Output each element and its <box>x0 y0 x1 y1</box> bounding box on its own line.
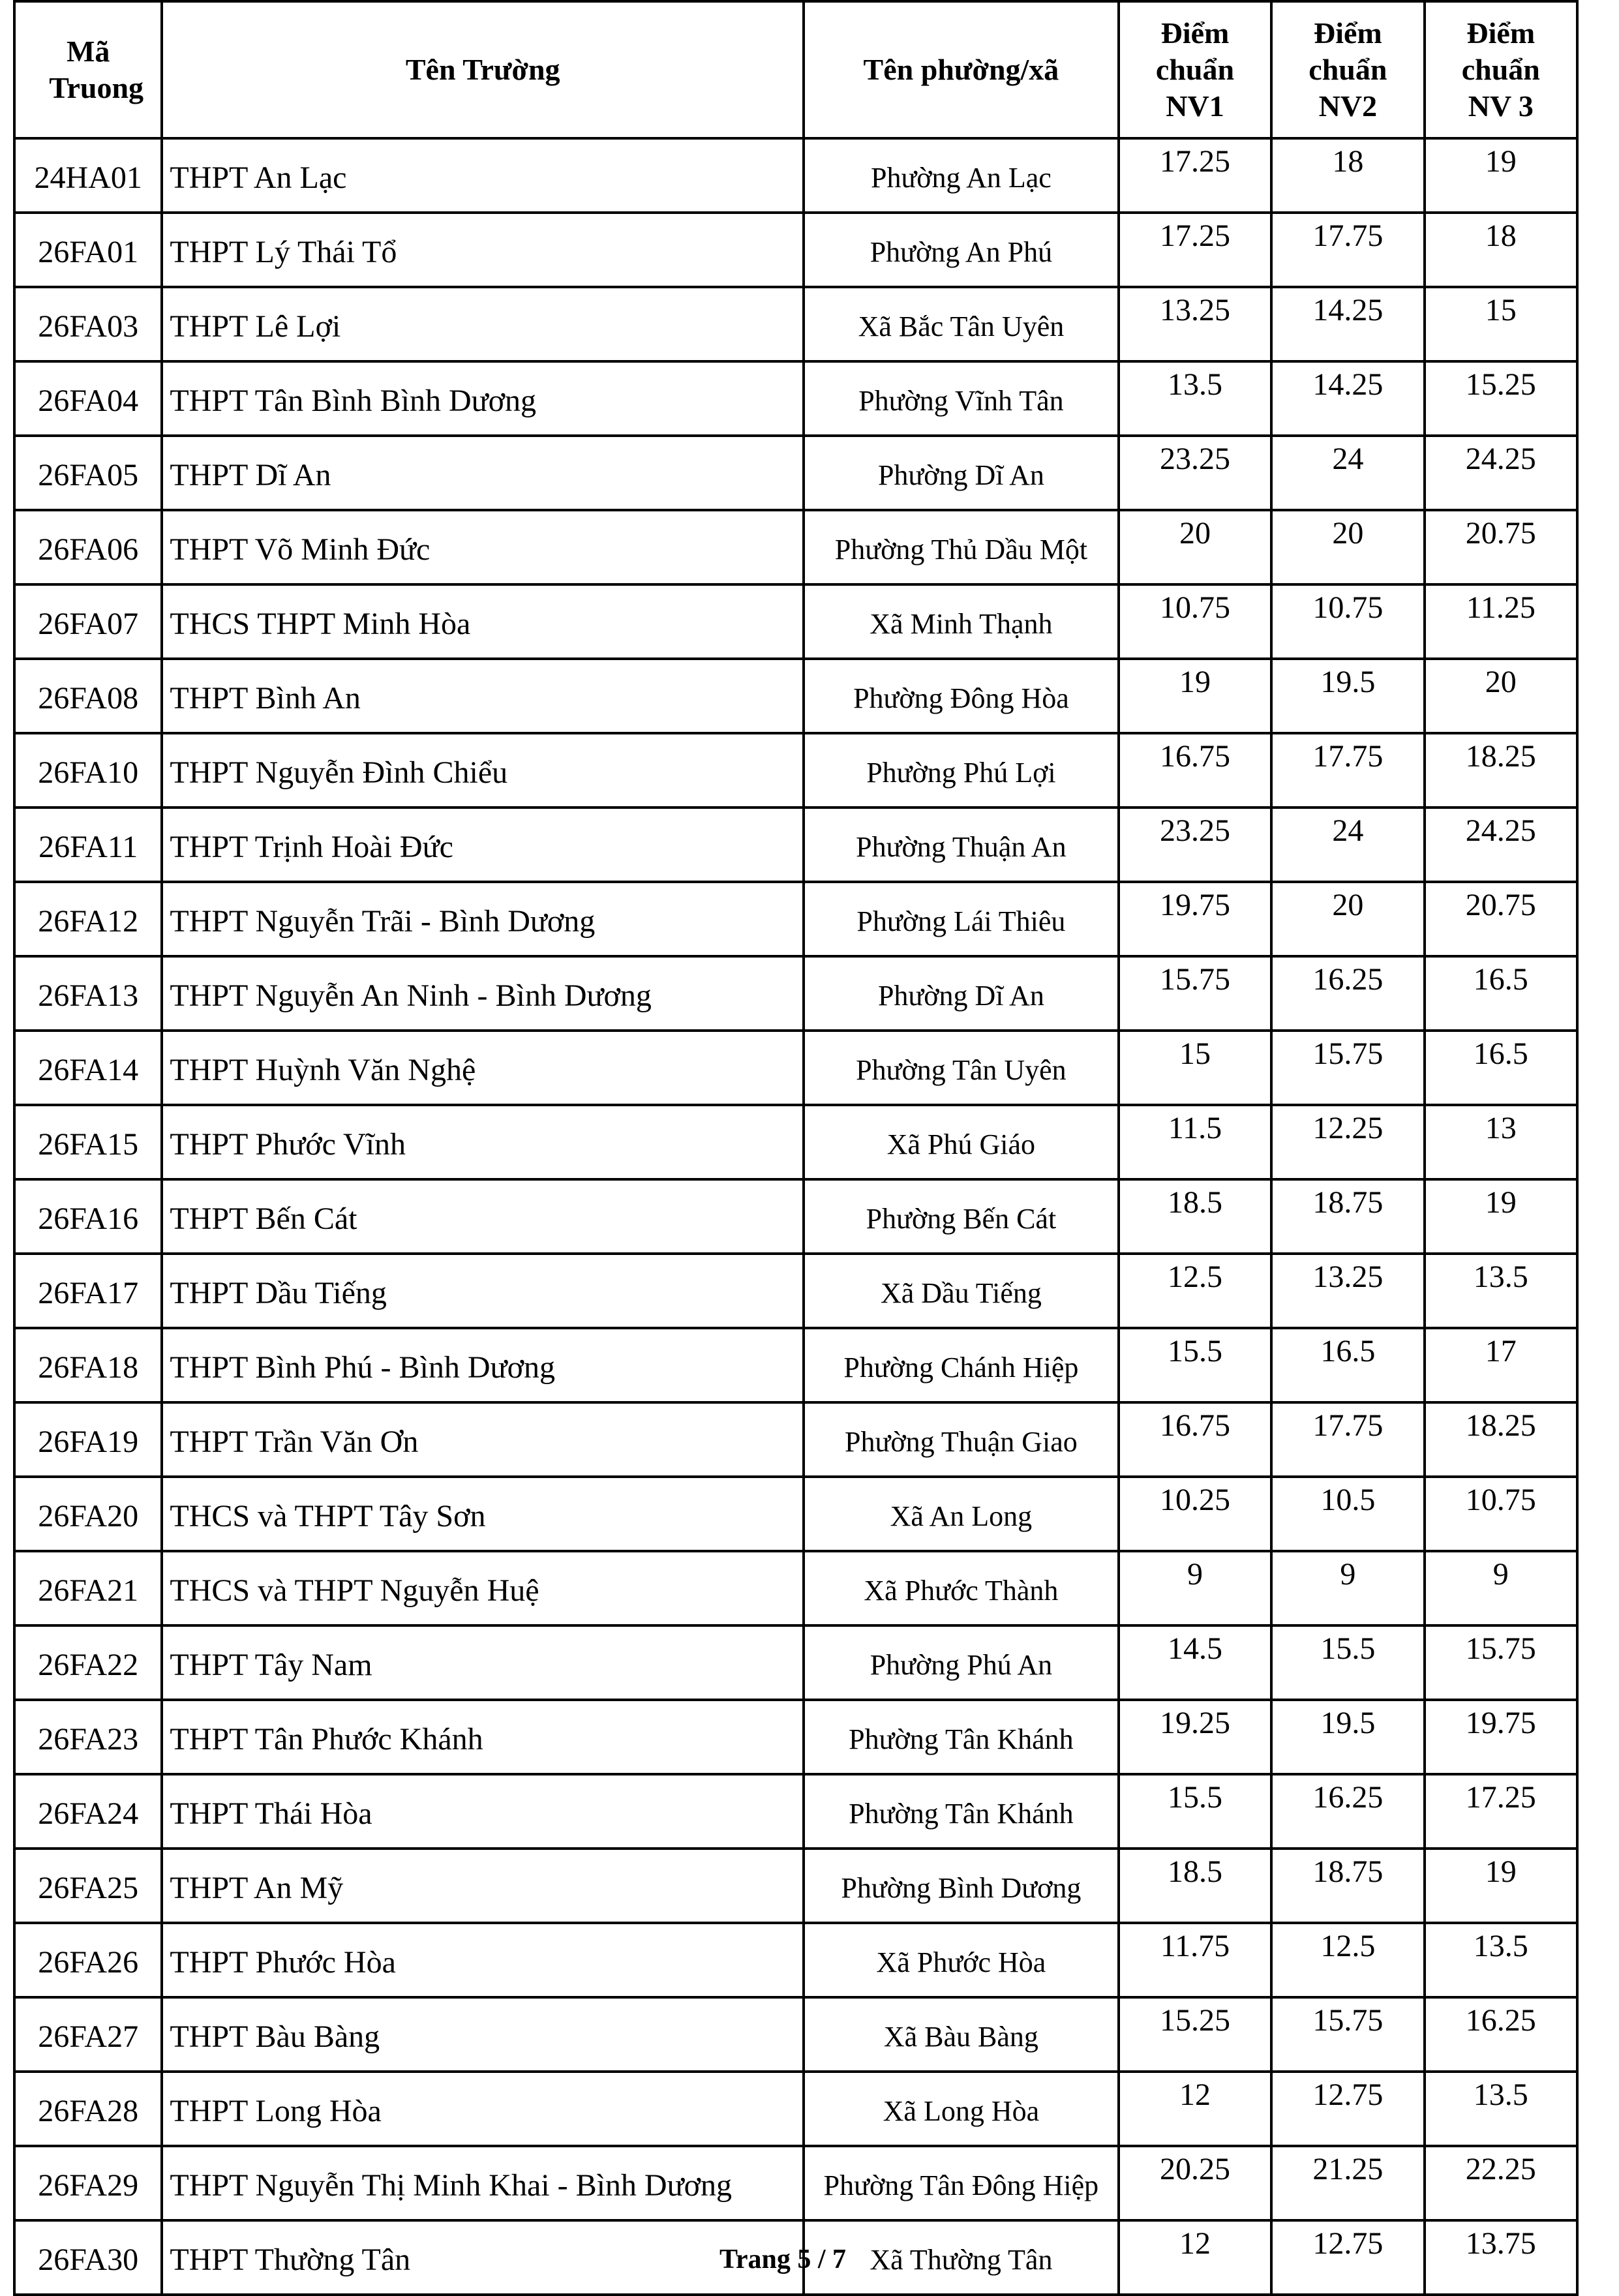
school-code-cell: 26FA13 <box>14 956 162 1031</box>
score-nv2-cell: 19.5 <box>1271 1700 1424 1774</box>
table-row <box>14 659 1577 733</box>
score-nv3-cell: 13.5 <box>1425 1923 1577 1997</box>
table-row <box>14 584 1577 659</box>
school-code-cell: 26FA27 <box>14 1997 162 2072</box>
ward-name-cell: Phường Tân Khánh <box>804 1700 1119 1774</box>
score-nv2-cell: 19.5 <box>1271 659 1424 733</box>
score-nv2-cell: 18 <box>1271 138 1424 213</box>
school-code-cell: 26FA12 <box>14 882 162 956</box>
table-row <box>14 956 1577 1031</box>
school-code-cell: 26FA22 <box>14 1625 162 1700</box>
table-row <box>14 1477 1577 1551</box>
school-code-cell: 26FA06 <box>14 510 162 584</box>
school-name-cell: THPT Lý Thái Tổ <box>162 213 804 287</box>
school-code-cell: 26FA25 <box>14 1849 162 1923</box>
ward-name-cell: Xã Thường Tân <box>804 2220 1119 2295</box>
table-row <box>14 882 1577 956</box>
school-name-cell: THPT Trần Văn Ơn <box>162 1402 804 1477</box>
score-nv2-cell: 17.75 <box>1271 213 1424 287</box>
school-code-cell: 26FA23 <box>14 1700 162 1774</box>
score-nv1-cell: 11.5 <box>1119 1105 1271 1179</box>
score-nv3-cell: 17.25 <box>1425 1774 1577 1849</box>
score-nv2-cell: 12.5 <box>1271 1923 1424 1997</box>
table-row <box>14 361 1577 436</box>
table-row <box>14 2146 1577 2220</box>
school-code-cell: 26FA26 <box>14 1923 162 1997</box>
table-row <box>14 1105 1577 1179</box>
table-row <box>14 1551 1577 1625</box>
score-nv1-cell: 15 <box>1119 1031 1271 1105</box>
table-row <box>14 1031 1577 1105</box>
ward-name-cell: Phường Vĩnh Tân <box>804 361 1119 436</box>
school-name-cell: THPT Bến Cát <box>162 1179 804 1254</box>
score-nv3-cell: 11.25 <box>1425 584 1577 659</box>
score-nv3-cell: 20.75 <box>1425 882 1577 956</box>
ward-name-cell: Xã Phước Thành <box>804 1551 1119 1625</box>
score-nv3-cell: 16.5 <box>1425 1031 1577 1105</box>
school-name-cell: THPT Dầu Tiếng <box>162 1254 804 1328</box>
school-code-cell: 26FA18 <box>14 1328 162 1402</box>
score-nv3-cell: 22.25 <box>1425 2146 1577 2220</box>
school-name-cell: THPT Tân Phước Khánh <box>162 1700 804 1774</box>
score-nv2-cell: 20 <box>1271 510 1424 584</box>
ward-name-cell: Xã Bắc Tân Uyên <box>804 287 1119 361</box>
score-nv2-cell: 16.25 <box>1271 1774 1424 1849</box>
school-code-cell: 26FA14 <box>14 1031 162 1105</box>
table-row <box>14 1254 1577 1328</box>
ward-name-cell: Phường Dĩ An <box>804 956 1119 1031</box>
score-nv3-cell: 24.25 <box>1425 436 1577 510</box>
ward-name-cell: Phường An Lạc <box>804 138 1119 213</box>
school-code-cell: 26FA07 <box>14 584 162 659</box>
score-nv1-cell: 17.25 <box>1119 213 1271 287</box>
table-row <box>14 1179 1577 1254</box>
score-nv1-cell: 15.5 <box>1119 1774 1271 1849</box>
ward-name-cell: Xã An Long <box>804 1477 1119 1551</box>
score-nv3-cell: 16.5 <box>1425 956 1577 1031</box>
score-nv2-cell: 12.25 <box>1271 1105 1424 1179</box>
school-code-cell: 26FA04 <box>14 361 162 436</box>
score-nv1-cell: 19 <box>1119 659 1271 733</box>
score-nv1-cell: 19.75 <box>1119 882 1271 956</box>
school-name-cell: THPT Huỳnh Văn Nghệ <box>162 1031 804 1105</box>
table-row <box>14 1849 1577 1923</box>
score-nv2-cell: 10.75 <box>1271 584 1424 659</box>
ward-name-cell: Phường Bến Cát <box>804 1179 1119 1254</box>
score-nv1-cell: 20 <box>1119 510 1271 584</box>
school-name-cell: THCS và THPT Nguyễn Huệ <box>162 1551 804 1625</box>
score-nv3-cell: 15.75 <box>1425 1625 1577 1700</box>
score-nv2-cell: 17.75 <box>1271 1402 1424 1477</box>
school-code-cell: 26FA20 <box>14 1477 162 1551</box>
score-nv1-cell: 12 <box>1119 2072 1271 2146</box>
school-code-cell: 26FA16 <box>14 1179 162 1254</box>
school-name-cell: THPT Bình Phú - Bình Dương <box>162 1328 804 1402</box>
table-row <box>14 1328 1577 1402</box>
score-nv3-cell: 13.5 <box>1425 1254 1577 1328</box>
table-body <box>14 138 1577 2295</box>
school-name-cell: THCS THPT Minh Hòa <box>162 584 804 659</box>
table-row <box>14 1402 1577 1477</box>
header-ward-name: Tên phường/xã <box>804 1 1119 138</box>
score-nv1-cell: 12.5 <box>1119 1254 1271 1328</box>
school-name-cell: THPT Tân Bình Bình Dương <box>162 361 804 436</box>
score-nv1-cell: 20.25 <box>1119 2146 1271 2220</box>
ward-name-cell: Phường Đông Hòa <box>804 659 1119 733</box>
school-code-cell: 26FA08 <box>14 659 162 733</box>
ward-name-cell: Phường Tân Đông Hiệp <box>804 2146 1119 2220</box>
school-name-cell: THCS và THPT Tây Sơn <box>162 1477 804 1551</box>
school-name-cell: THPT Bàu Bàng <box>162 1997 804 2072</box>
school-name-cell: THPT Nguyễn Thị Minh Khai - Bình Dương <box>162 2146 804 2220</box>
ward-name-cell: Xã Bàu Bàng <box>804 1997 1119 2072</box>
school-name-cell: THPT An Lạc <box>162 138 804 213</box>
ward-name-cell: Phường Chánh Hiệp <box>804 1328 1119 1402</box>
score-nv3-cell: 19 <box>1425 138 1577 213</box>
school-name-cell: THPT Dĩ An <box>162 436 804 510</box>
ward-name-cell: Phường Thuận Giao <box>804 1402 1119 1477</box>
table-row <box>14 138 1577 213</box>
school-code-cell: 24HA01 <box>14 138 162 213</box>
score-nv2-cell: 24 <box>1271 436 1424 510</box>
score-nv1-cell: 16.75 <box>1119 1402 1271 1477</box>
school-name-cell: THPT Thường Tân <box>162 2220 804 2295</box>
score-nv1-cell: 18.5 <box>1119 1849 1271 1923</box>
score-nv2-cell: 18.75 <box>1271 1849 1424 1923</box>
header-row <box>14 1 1577 138</box>
score-nv3-cell: 20 <box>1425 659 1577 733</box>
school-name-cell: THPT Nguyễn Đình Chiểu <box>162 733 804 808</box>
table-row <box>14 1625 1577 1700</box>
table-row <box>14 510 1577 584</box>
school-code-cell: 26FA24 <box>14 1774 162 1849</box>
score-nv2-cell: 15.75 <box>1271 1031 1424 1105</box>
school-code-cell: 26FA29 <box>14 2146 162 2220</box>
score-nv3-cell: 24.25 <box>1425 808 1577 882</box>
score-nv2-cell: 21.25 <box>1271 2146 1424 2220</box>
school-name-cell: THPT Thái Hòa <box>162 1774 804 1849</box>
score-nv1-cell: 12 <box>1119 2220 1271 2295</box>
score-nv1-cell: 13.5 <box>1119 361 1271 436</box>
ward-name-cell: Phường Bình Dương <box>804 1849 1119 1923</box>
score-nv1-cell: 9 <box>1119 1551 1271 1625</box>
score-nv2-cell: 12.75 <box>1271 2220 1424 2295</box>
score-nv1-cell: 23.25 <box>1119 436 1271 510</box>
school-name-cell: THPT Long Hòa <box>162 2072 804 2146</box>
score-nv2-cell: 14.25 <box>1271 287 1424 361</box>
score-nv2-cell: 24 <box>1271 808 1424 882</box>
school-code-cell: 26FA19 <box>14 1402 162 1477</box>
table-row <box>14 1997 1577 2072</box>
admission-score-table <box>13 0 1579 2296</box>
table-row <box>14 213 1577 287</box>
table-row <box>14 733 1577 808</box>
school-name-cell: THPT Lê Lợi <box>162 287 804 361</box>
score-nv3-cell: 19 <box>1425 1849 1577 1923</box>
school-code-cell: 26FA05 <box>14 436 162 510</box>
ward-name-cell: Xã Minh Thạnh <box>804 584 1119 659</box>
ward-name-cell: Xã Phước Hòa <box>804 1923 1119 1997</box>
score-nv3-cell: 9 <box>1425 1551 1577 1625</box>
header-score-nv1: Điểm chuẩn NV1 <box>1119 1 1271 138</box>
score-nv2-cell: 18.75 <box>1271 1179 1424 1254</box>
school-code-cell: 26FA28 <box>14 2072 162 2146</box>
ward-name-cell: Phường An Phú <box>804 213 1119 287</box>
table-row <box>14 808 1577 882</box>
score-nv3-cell: 13.75 <box>1425 2220 1577 2295</box>
table-row <box>14 1774 1577 1849</box>
school-code-cell: 26FA01 <box>14 213 162 287</box>
school-code-cell: 26FA11 <box>14 808 162 882</box>
score-nv1-cell: 17.25 <box>1119 138 1271 213</box>
score-nv1-cell: 14.5 <box>1119 1625 1271 1700</box>
school-name-cell: THPT An Mỹ <box>162 1849 804 1923</box>
header-school-name: Tên Trường <box>162 1 804 138</box>
ward-name-cell: Phường Tân Uyên <box>804 1031 1119 1105</box>
school-code-cell: 26FA15 <box>14 1105 162 1179</box>
score-nv2-cell: 14.25 <box>1271 361 1424 436</box>
school-name-cell: THPT Bình An <box>162 659 804 733</box>
score-nv2-cell: 16.5 <box>1271 1328 1424 1402</box>
score-nv1-cell: 16.75 <box>1119 733 1271 808</box>
school-code-cell: 26FA03 <box>14 287 162 361</box>
school-name-cell: THPT Phước Vĩnh <box>162 1105 804 1179</box>
ward-name-cell: Phường Tân Khánh <box>804 1774 1119 1849</box>
score-nv3-cell: 18 <box>1425 213 1577 287</box>
table-row <box>14 436 1577 510</box>
score-nv2-cell: 9 <box>1271 1551 1424 1625</box>
score-nv3-cell: 16.25 <box>1425 1997 1577 2072</box>
score-nv1-cell: 18.5 <box>1119 1179 1271 1254</box>
score-nv2-cell: 13.25 <box>1271 1254 1424 1328</box>
school-name-cell: THPT Phước Hòa <box>162 1923 804 1997</box>
score-nv3-cell: 19 <box>1425 1179 1577 1254</box>
ward-name-cell: Phường Dĩ An <box>804 436 1119 510</box>
header-score-nv3: Điểm chuẩn NV 3 <box>1425 1 1577 138</box>
score-nv1-cell: 13.25 <box>1119 287 1271 361</box>
score-nv2-cell: 12.75 <box>1271 2072 1424 2146</box>
score-nv2-cell: 17.75 <box>1271 733 1424 808</box>
ward-name-cell: Phường Thuận An <box>804 808 1119 882</box>
ward-name-cell: Xã Long Hòa <box>804 2072 1119 2146</box>
school-name-cell: THPT Tây Nam <box>162 1625 804 1700</box>
school-code-cell: 26FA17 <box>14 1254 162 1328</box>
score-nv1-cell: 23.25 <box>1119 808 1271 882</box>
score-nv1-cell: 15.75 <box>1119 956 1271 1031</box>
score-nv3-cell: 19.75 <box>1425 1700 1577 1774</box>
score-nv1-cell: 19.25 <box>1119 1700 1271 1774</box>
table-row <box>14 1923 1577 1997</box>
header-score-nv2: Điểm chuẩn NV2 <box>1271 1 1424 138</box>
table-row <box>14 1700 1577 1774</box>
table-row <box>14 287 1577 361</box>
school-code-cell: 26FA21 <box>14 1551 162 1625</box>
ward-name-cell: Phường Lái Thiêu <box>804 882 1119 956</box>
score-nv2-cell: 15.75 <box>1271 1997 1424 2072</box>
school-name-cell: THPT Trịnh Hoài Đức <box>162 808 804 882</box>
school-name-cell: THPT Võ Minh Đức <box>162 510 804 584</box>
table-row <box>14 2072 1577 2146</box>
score-nv3-cell: 15.25 <box>1425 361 1577 436</box>
score-nv3-cell: 10.75 <box>1425 1477 1577 1551</box>
ward-name-cell: Phường Phú An <box>804 1625 1119 1700</box>
score-nv1-cell: 15.5 <box>1119 1328 1271 1402</box>
score-nv1-cell: 10.25 <box>1119 1477 1271 1551</box>
score-nv3-cell: 20.75 <box>1425 510 1577 584</box>
school-name-cell: THPT Nguyễn An Ninh - Bình Dương <box>162 956 804 1031</box>
score-nv2-cell: 16.25 <box>1271 956 1424 1031</box>
score-nv2-cell: 10.5 <box>1271 1477 1424 1551</box>
school-code-cell: 26FA10 <box>14 733 162 808</box>
score-nv3-cell: 18.25 <box>1425 733 1577 808</box>
score-nv3-cell: 13.5 <box>1425 2072 1577 2146</box>
score-nv1-cell: 10.75 <box>1119 584 1271 659</box>
page-number: Trang 5 / 7 <box>719 2244 847 2274</box>
school-code-cell: 26FA30 <box>14 2220 162 2295</box>
school-name-cell: THPT Nguyễn Trãi - Bình Dương <box>162 882 804 956</box>
ward-name-cell: Xã Dầu Tiếng <box>804 1254 1119 1328</box>
ward-name-cell: Phường Phú Lợi <box>804 733 1119 808</box>
score-nv3-cell: 15 <box>1425 287 1577 361</box>
score-nv3-cell: 13 <box>1425 1105 1577 1179</box>
score-nv3-cell: 18.25 <box>1425 1402 1577 1477</box>
score-nv1-cell: 15.25 <box>1119 1997 1271 2072</box>
header-school-code: Mã Truong <box>14 1 162 138</box>
ward-name-cell: Phường Thủ Dầu Một <box>804 510 1119 584</box>
score-nv2-cell: 15.5 <box>1271 1625 1424 1700</box>
score-nv1-cell: 11.75 <box>1119 1923 1271 1997</box>
score-nv2-cell: 20 <box>1271 882 1424 956</box>
ward-name-cell: Xã Phú Giáo <box>804 1105 1119 1179</box>
score-nv3-cell: 17 <box>1425 1328 1577 1402</box>
